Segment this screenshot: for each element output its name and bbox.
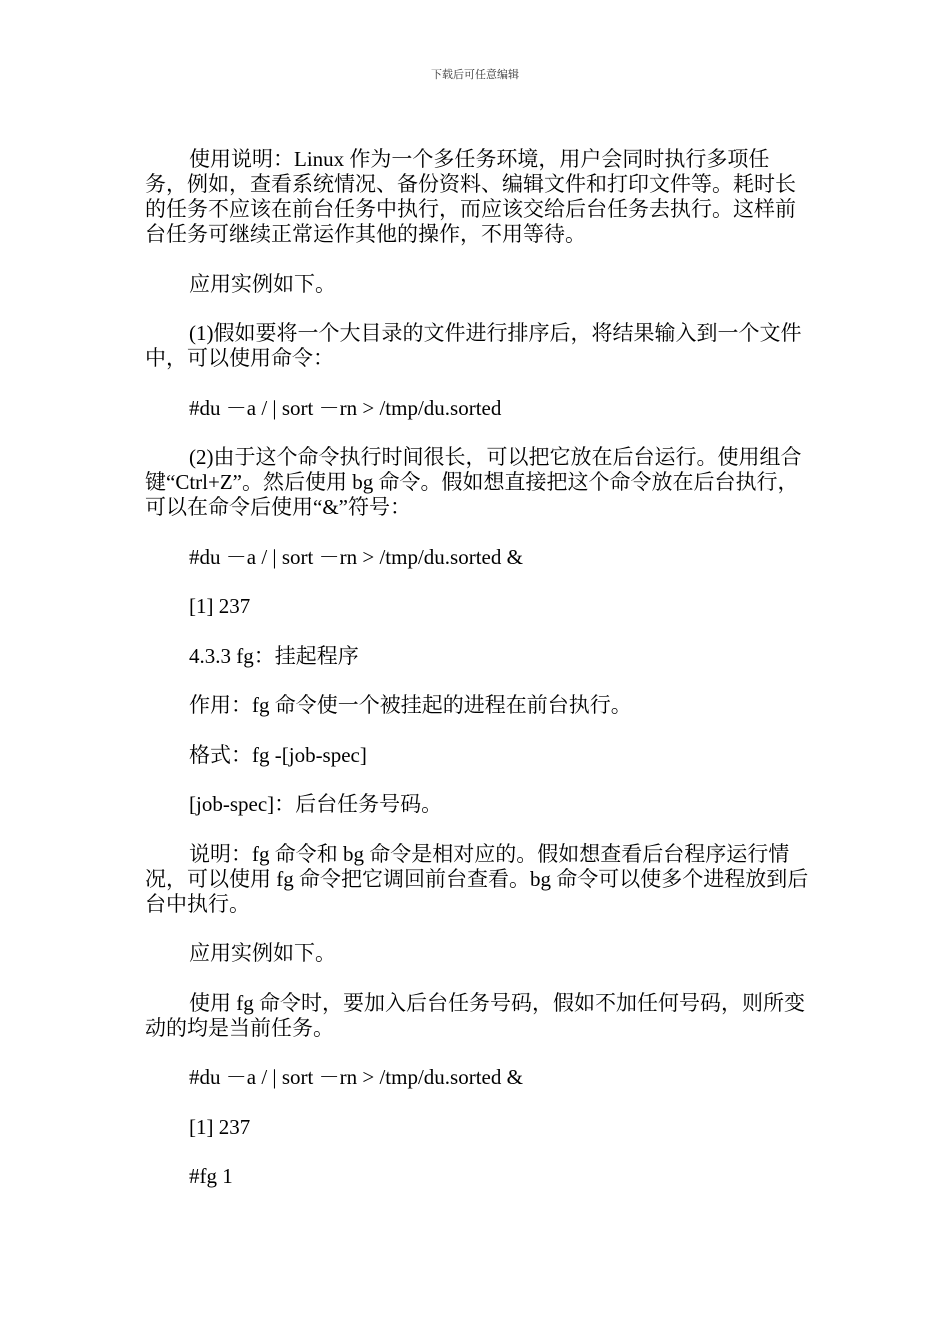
paragraph-usage-note: 使用说明：Linux 作为一个多任务环境，用户会同时执行多项任务，例如，查看系统情况、备份资料、编辑文件和打印文件等。耗时长的任务不应该在前台任务中执行，而应该交给后台任务去执行。这样前台任务可继续正常运作其他的操作，不用等待。 (145, 147, 796, 246)
paragraph-examples-intro: 应用实例如下。 (189, 941, 336, 965)
paragraph-description: 说明：fg 命令和 bg 命令是相对应的。假如想查看后台程序运行情况，可以使用 fg 命令把它调回前台查看。bg 命令可以使多个进程放到后台中执行。 (145, 841, 809, 916)
paragraph-job-spec: [job-spec]：后台任务号码。 (189, 792, 443, 816)
command-line: #du －a / | sort －rn > /tmp/du.sorted (189, 395, 502, 420)
paragraph-example-2: (2)由于这个命令执行时间很长，可以把它放在后台运行。使用组合键“Ctrl+Z”。然后使用 bg 命令。假如想直接把这个命令放在后台执行，可以在命令后使用“&”符号： (145, 445, 802, 519)
command-output: [1] 237 (189, 1114, 251, 1139)
paragraph-examples-intro: 应用实例如下。 (189, 271, 336, 296)
section-heading: 4.3.3 fg：挂起程序 (189, 643, 359, 668)
document-body (145, 147, 809, 1214)
paragraph-format: 格式：fg -[job-spec] (189, 742, 367, 767)
command-output: [1] 237 (189, 594, 251, 618)
paragraph-purpose: 作用：fg 命令使一个被挂起的进程在前台执行。 (189, 693, 632, 717)
command-line: #du －a / | sort －rn > /tmp/du.sorted & (189, 1065, 523, 1089)
command-line: #fg 1 (189, 1164, 233, 1188)
paragraph-fg-usage: 使用 fg 命令时，要加入后台任务号码，假如不加任何号码，则所变动的均是当前任务。 (145, 990, 805, 1040)
command-line: #du －a / | sort －rn > /tmp/du.sorted & (189, 544, 523, 569)
paragraph-example-1: (1)假如要将一个大目录的文件进行排序后，将结果输入到一个文件中，可以使用命令： (145, 321, 802, 370)
page-header: 下载后可任意编辑 (431, 69, 519, 81)
